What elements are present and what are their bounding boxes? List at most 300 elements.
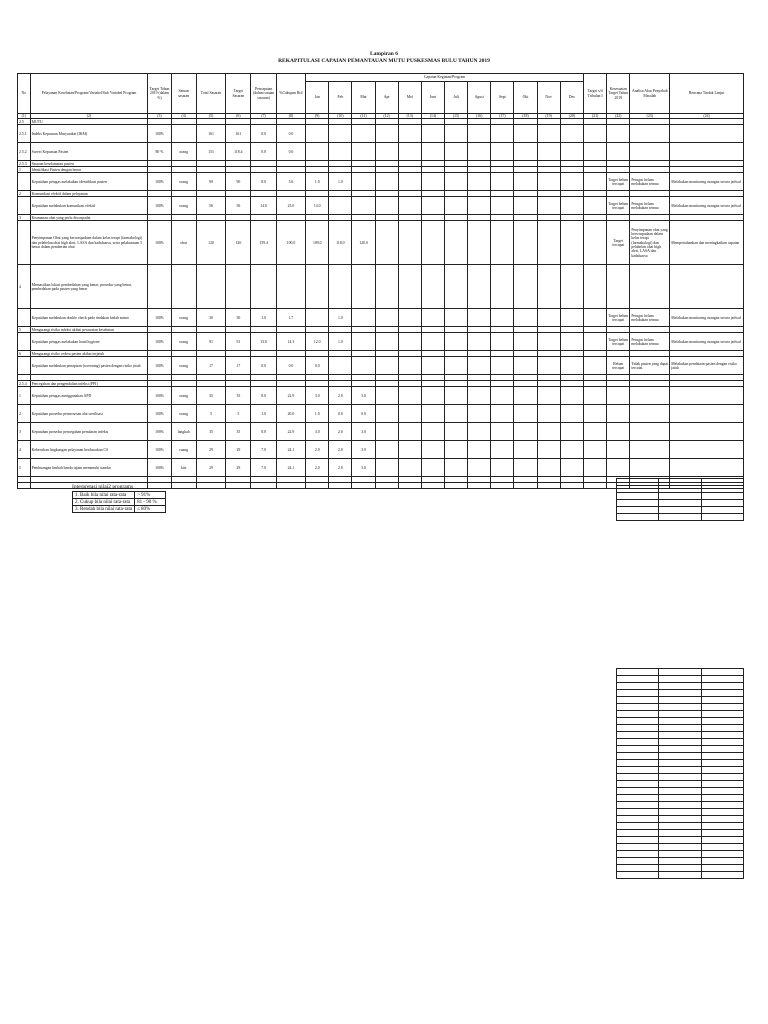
cell-rencana: Melakukan monitoring ruangan secara jadwal [670, 309, 744, 327]
cell-mei [398, 441, 421, 459]
cell-target-sasaran: 91 [226, 333, 251, 351]
cell-kesesuaian: Target tercapai [607, 221, 630, 265]
cell-mar: 3.0 [352, 459, 375, 477]
side-grid-cell [659, 767, 701, 774]
cell-sep [491, 125, 514, 143]
col-target-sasaran: Target Sasaran [226, 74, 251, 114]
side-grid-cell [617, 830, 659, 837]
cell-nov [537, 357, 560, 375]
cell-des [560, 459, 583, 477]
side-grid-cell [659, 809, 701, 816]
cell-no: 1 [18, 167, 31, 173]
cell-nov [537, 125, 560, 143]
cell-no: 2.5 [18, 119, 31, 125]
cell-jun [421, 423, 444, 441]
cell-empty [329, 483, 352, 489]
col-satuan: Satuan sasaran [171, 74, 196, 114]
cell-kesesuaian [607, 423, 630, 441]
col-month: Juni [421, 82, 444, 114]
col-month: Des [560, 82, 583, 114]
side-grid-cell [701, 746, 743, 753]
cell-jan: 2.0 [306, 459, 329, 477]
col-number: (16) [468, 114, 491, 119]
cell-feb: 2.0 [329, 387, 352, 405]
cell-target-sasaran: 118.4 [226, 143, 251, 161]
side-grid-cell [659, 865, 701, 872]
cell-jun [421, 405, 444, 423]
cell-nov [537, 265, 560, 309]
table-row [18, 143, 744, 161]
cell-sep [491, 221, 514, 265]
table-row [18, 197, 744, 215]
cell-empty [468, 483, 491, 489]
cell-no [18, 173, 31, 191]
cell-jan: 1.0 [306, 405, 329, 423]
cell-analisa [630, 265, 670, 309]
side-grid-cell [701, 760, 743, 767]
cell-tribulan [584, 265, 607, 309]
col-pelayanan: Pelayanan Kesehatan/Program/Variabel/Sub Variabel Program [30, 74, 148, 114]
cell-jul [445, 197, 468, 215]
cell-des [560, 423, 583, 441]
side-grid-cell [617, 486, 659, 493]
cell-label: Pembuangan limbah benda tajam memenuhi standar [30, 459, 148, 477]
cell-empty [276, 483, 305, 489]
cell-pencapaian: 8.0 [251, 423, 276, 441]
cell-cakupan: 25.0 [276, 197, 305, 215]
cell-sep [491, 333, 514, 351]
cell-no [18, 309, 31, 327]
cell-jun [421, 309, 444, 327]
cell-jan [306, 265, 329, 309]
col-month: Feb [329, 82, 352, 114]
cell-empty [18, 483, 31, 489]
cell-apr [375, 221, 398, 265]
side-grid-cell [659, 725, 701, 732]
col-number: (1) [18, 114, 31, 119]
side-grid-cell [701, 872, 743, 879]
col-number: (13) [398, 114, 421, 119]
side-grid-row [617, 514, 744, 521]
cell-mei [398, 405, 421, 423]
cell-okt [514, 387, 537, 405]
cell-satuan: obat [171, 221, 196, 265]
cell-agu [468, 173, 491, 191]
cell-des [560, 125, 583, 143]
cell-kesesuaian [607, 459, 630, 477]
side-grid-cell [701, 837, 743, 844]
cell-agu [468, 333, 491, 351]
cell-total: 5 [196, 405, 225, 423]
side-grid-cell [617, 704, 659, 711]
cell-satuan: orang [171, 173, 196, 191]
cell-analisa [630, 143, 670, 161]
col-no: No [18, 74, 31, 114]
cell-tribulan [584, 357, 607, 375]
cell-satuan: orang [171, 357, 196, 375]
cell-empty [196, 483, 225, 489]
side-grid-cell [617, 858, 659, 865]
cell-jul [445, 405, 468, 423]
cell-tribulan [584, 143, 607, 161]
cell-rencana: Melakukan monitoring ruangan secara jadwal [670, 173, 744, 191]
interpretasi-row [73, 499, 166, 506]
interpretasi-box [72, 484, 166, 513]
side-grid-cell [617, 865, 659, 872]
cell-tribulan [584, 197, 607, 215]
cell-mar [352, 309, 375, 327]
cell-apr [375, 173, 398, 191]
cell-label: Kepatuhan melakukan double check pada tindakan bedah minor [30, 309, 148, 327]
cell-mar [352, 143, 375, 161]
cell-tribulan [584, 221, 607, 265]
cell-jun [421, 459, 444, 477]
cell-mei [398, 423, 421, 441]
cell-mar [352, 197, 375, 215]
side-grid-row [617, 823, 744, 830]
cell-jul [445, 441, 468, 459]
cell-jan: 0.0 [306, 357, 329, 375]
col-number: (4) [171, 114, 196, 119]
cell-apr [375, 309, 398, 327]
interpretasi-value: 81 - 90 % [135, 499, 166, 506]
cell-sep [491, 309, 514, 327]
side-grid-cell [617, 718, 659, 725]
table-row [18, 459, 744, 477]
cell-target-sasaran: 56 [226, 197, 251, 215]
cell-mei [398, 333, 421, 351]
cell-satuan: langkah [171, 423, 196, 441]
cell-analisa [630, 441, 670, 459]
cell-cakupan: 1.7 [276, 309, 305, 327]
cell-des [560, 405, 583, 423]
col-month: Okt [514, 82, 537, 114]
cell-rencana: Melakukan monitoring ruangan secara jadwal [670, 333, 744, 351]
cell-des [560, 265, 583, 309]
cell-nov [537, 423, 560, 441]
table-row [18, 309, 744, 327]
cell-okt [514, 173, 537, 191]
side-grid-cell [701, 697, 743, 704]
cell-no: 5 [18, 459, 31, 477]
cell-analisa [630, 423, 670, 441]
cell-pencapaian: 7.0 [251, 459, 276, 477]
side-grid-cell [617, 669, 659, 676]
cell-nov [537, 459, 560, 477]
col-month: Agust [468, 82, 491, 114]
col-number: (3) [148, 114, 171, 119]
cell-satuan: kits [171, 459, 196, 477]
cell-label: Komunikasi efektif dalam pelayanan [30, 191, 148, 197]
cell-analisa: Petugas belum melakukan semua [630, 173, 670, 191]
col-capaian-group: Capaian Kegiatan/Program [306, 74, 584, 82]
cell-feb: 1.0 [329, 333, 352, 351]
cell-target: 100% [148, 173, 171, 191]
side-grid-cell [617, 500, 659, 507]
cell-cakupan: 22.9 [276, 387, 305, 405]
side-grid-row [617, 795, 744, 802]
cell-total: 29 [196, 441, 225, 459]
cell-jun [421, 197, 444, 215]
cell-tribulan [584, 125, 607, 143]
cell-okt [514, 333, 537, 351]
cell-okt [514, 221, 537, 265]
cell-apr [375, 125, 398, 143]
cell-jun [421, 387, 444, 405]
side-grid-cell [659, 802, 701, 809]
cell-analisa: Petugas belum melakukan semua [630, 197, 670, 215]
side-grid-row [617, 865, 744, 872]
cell-agu [468, 441, 491, 459]
side-grid-cell [659, 837, 701, 844]
cell-jul [445, 265, 468, 309]
side-grid-row [617, 718, 744, 725]
cell-jun [421, 125, 444, 143]
cell-total: 91 [196, 333, 225, 351]
side-grid-row [617, 809, 744, 816]
side-grid-row [617, 507, 744, 514]
side-grid-cell [617, 795, 659, 802]
cell-label: Pencegahan dan pengendalian infeksi (PPI) [30, 381, 148, 387]
side-grid-cell [659, 690, 701, 697]
col-number: (22) [607, 114, 630, 119]
cell-rencana: Mempertahankan dan meningkatkan capaian [670, 221, 744, 265]
cell-no: 2.5.1 [18, 125, 31, 143]
side-grid-cell [617, 837, 659, 844]
col-month: Juli [445, 82, 468, 114]
cell-satuan [171, 265, 196, 309]
cell-no: 2 [18, 405, 31, 423]
cell-feb [329, 197, 352, 215]
col-total: Total Sasaran [196, 74, 225, 114]
cell-label: Sasaran keselamatan pasien [30, 161, 148, 167]
cell-jul [445, 387, 468, 405]
cell-agu [468, 197, 491, 215]
side-grid-lower [616, 668, 744, 879]
cell-sep [491, 459, 514, 477]
cell-target: 100% [148, 387, 171, 405]
side-grid-cell [659, 823, 701, 830]
cell-cakupan: 22.9 [276, 423, 305, 441]
side-grid-row [617, 711, 744, 718]
side-grid-row [617, 844, 744, 851]
col-number: (23) [630, 114, 670, 119]
side-grid-row [617, 746, 744, 753]
cell-jul [445, 423, 468, 441]
cell-target-sasaran [226, 265, 251, 309]
side-grid-cell [701, 823, 743, 830]
col-target-tribulan: Target s/d Tribulan I [584, 74, 607, 114]
cell-kesesuaian [607, 125, 630, 143]
cell-kesesuaian: Belum tercapai [607, 357, 630, 375]
side-grid-cell [659, 718, 701, 725]
cell-nov [537, 405, 560, 423]
side-grid-cell [617, 788, 659, 795]
side-grid-cell [617, 514, 659, 521]
cell-tribulan [584, 459, 607, 477]
side-grid-cell [701, 830, 743, 837]
side-grid-row [617, 676, 744, 683]
side-grid-cell [701, 851, 743, 858]
side-grid-cell [659, 479, 701, 486]
col-number: (11) [352, 114, 375, 119]
col-month: Apr [375, 82, 398, 114]
cell-pencapaian: 1.0 [251, 309, 276, 327]
cell-target-sasaran: 29 [226, 441, 251, 459]
side-grid-cell [701, 669, 743, 676]
cell-no: 4 [18, 441, 31, 459]
cell-satuan: orang [171, 143, 196, 161]
cell-empty [398, 483, 421, 489]
cell-pencapaian: 7.0 [251, 441, 276, 459]
side-grid-cell [659, 486, 701, 493]
cell-kesesuaian [607, 143, 630, 161]
side-grid-cell [659, 711, 701, 718]
cell-mei [398, 143, 421, 161]
col-pencapaian: Pencapaian (dalam satuan sasaran) [251, 74, 276, 114]
col-month: Nov [537, 82, 560, 114]
side-grid-row [617, 788, 744, 795]
side-grid-row [617, 500, 744, 507]
side-grid-cell [617, 676, 659, 683]
side-grid-cell [659, 746, 701, 753]
side-grid-row [617, 739, 744, 746]
cell-satuan: orang [171, 309, 196, 327]
cell-sep [491, 423, 514, 441]
col-number: (2) [30, 114, 148, 119]
table-row [18, 423, 744, 441]
side-grid-cell [659, 697, 701, 704]
rekap-table [17, 73, 744, 489]
page-title: REKAPITULASI CAPAIAN PEMANTAUAN MUTU PUSKESMAS BULU TAHUN 2019 [278, 58, 490, 64]
cell-jun [421, 221, 444, 265]
side-grid-cell [617, 760, 659, 767]
cell-jul [445, 357, 468, 375]
side-grid-cell [659, 732, 701, 739]
cell-des [560, 173, 583, 191]
cell-agu [468, 387, 491, 405]
cell-okt [514, 125, 537, 143]
cell-rencana: Melakukan pendataan pasien dengan risiko jatuh [670, 357, 744, 375]
side-grid-cell [659, 788, 701, 795]
cell-target: 100% [148, 405, 171, 423]
side-grid-cell [659, 795, 701, 802]
col-number: (10) [329, 114, 352, 119]
cell-cakupan: 24.1 [276, 441, 305, 459]
cell-target: 100% [148, 459, 171, 477]
cell-sep [491, 173, 514, 191]
cell-mar: 3.0 [352, 441, 375, 459]
cell-label: Kepatuhan melakukan penapisan (screening) pasien dengan risiko jatuh [30, 357, 148, 375]
col-number: (21) [584, 114, 607, 119]
cell-total: 56 [196, 197, 225, 215]
cell-mei [398, 197, 421, 215]
cell-apr [375, 357, 398, 375]
cell-feb: 1.0 [329, 173, 352, 191]
side-grid-row [617, 781, 744, 788]
cell-jan: 12.0 [306, 333, 329, 351]
interpretasi-label: 1. Baik bila nilai rata-rata [73, 492, 135, 499]
side-grid-row [617, 725, 744, 732]
cell-feb: 2.0 [329, 459, 352, 477]
cell-rencana [670, 125, 744, 143]
col-number: (7) [251, 114, 276, 119]
side-grid-cell [617, 479, 659, 486]
col-number: (19) [537, 114, 560, 119]
cell-pencapaian: 1.0 [251, 405, 276, 423]
cell-target-sasaran: 5 [226, 405, 251, 423]
side-grid-cell [701, 500, 743, 507]
cell-agu [468, 459, 491, 477]
side-grid-row [617, 697, 744, 704]
cell-analisa: Petugas belum melakukan semua [630, 309, 670, 327]
cell-empty [171, 483, 196, 489]
side-grid-cell [659, 858, 701, 865]
cell-okt [514, 265, 537, 309]
cell-empty [537, 483, 560, 489]
cell-cakupan: 20.0 [276, 405, 305, 423]
cell-feb [329, 125, 352, 143]
cell-apr [375, 197, 398, 215]
side-grid-cell [617, 753, 659, 760]
cell-des [560, 309, 583, 327]
cell-jun [421, 333, 444, 351]
side-grid-row [617, 479, 744, 486]
cell-rencana [670, 423, 744, 441]
col-number: (24) [670, 114, 744, 119]
cell-tribulan [584, 441, 607, 459]
cell-des [560, 387, 583, 405]
cell-target-sasaran: 35 [226, 423, 251, 441]
cell-empty [306, 483, 329, 489]
cell-no: 2 [18, 191, 31, 197]
side-grid-cell [701, 774, 743, 781]
col-number: (5) [196, 114, 225, 119]
side-grid-cell [617, 711, 659, 718]
cell-apr [375, 387, 398, 405]
cell-label: Penyimpanan Obat yang berwaspadaan dalam kelas terapi (farmakologi) dan pelabelan obat high alert, LASA dan kadaluarsa, serta pelaksanaan 5 benar dalam pemberian obat [30, 221, 148, 265]
cell-jul [445, 143, 468, 161]
cell-total: 120 [196, 221, 225, 265]
side-grid-cell [701, 493, 743, 500]
cell-kesesuaian [607, 405, 630, 423]
side-grid-row [617, 690, 744, 697]
cell-target: 100% [148, 125, 171, 143]
side-grid-row [617, 683, 744, 690]
cell-kesesuaian: Target belum tercapai [607, 173, 630, 191]
cell-apr [375, 265, 398, 309]
interpretasi-value: ≤ 80% [135, 506, 166, 513]
cell-apr [375, 441, 398, 459]
interpretasi-value: > 91% [135, 492, 166, 499]
col-target-tahun: Target Tahun 2019 (dalam %) [148, 74, 171, 114]
side-grid-row [617, 830, 744, 837]
cell-rencana [670, 405, 744, 423]
side-grid-cell [617, 809, 659, 816]
cell-analisa: Tidak pasien yang dapat tercatat [630, 357, 670, 375]
cell-agu [468, 221, 491, 265]
cell-apr [375, 459, 398, 477]
side-grid-cell [701, 718, 743, 725]
col-analisa: Analisa Akar Penyebab Masalah [630, 74, 670, 114]
side-grid-cell [701, 704, 743, 711]
side-grid-cell [659, 669, 701, 676]
cell-label: Identifikasi Pasien dengan benar [30, 167, 148, 173]
cell-nov [537, 143, 560, 161]
side-grid-row [617, 704, 744, 711]
cell-mei [398, 357, 421, 375]
cell-cakupan [276, 265, 305, 309]
